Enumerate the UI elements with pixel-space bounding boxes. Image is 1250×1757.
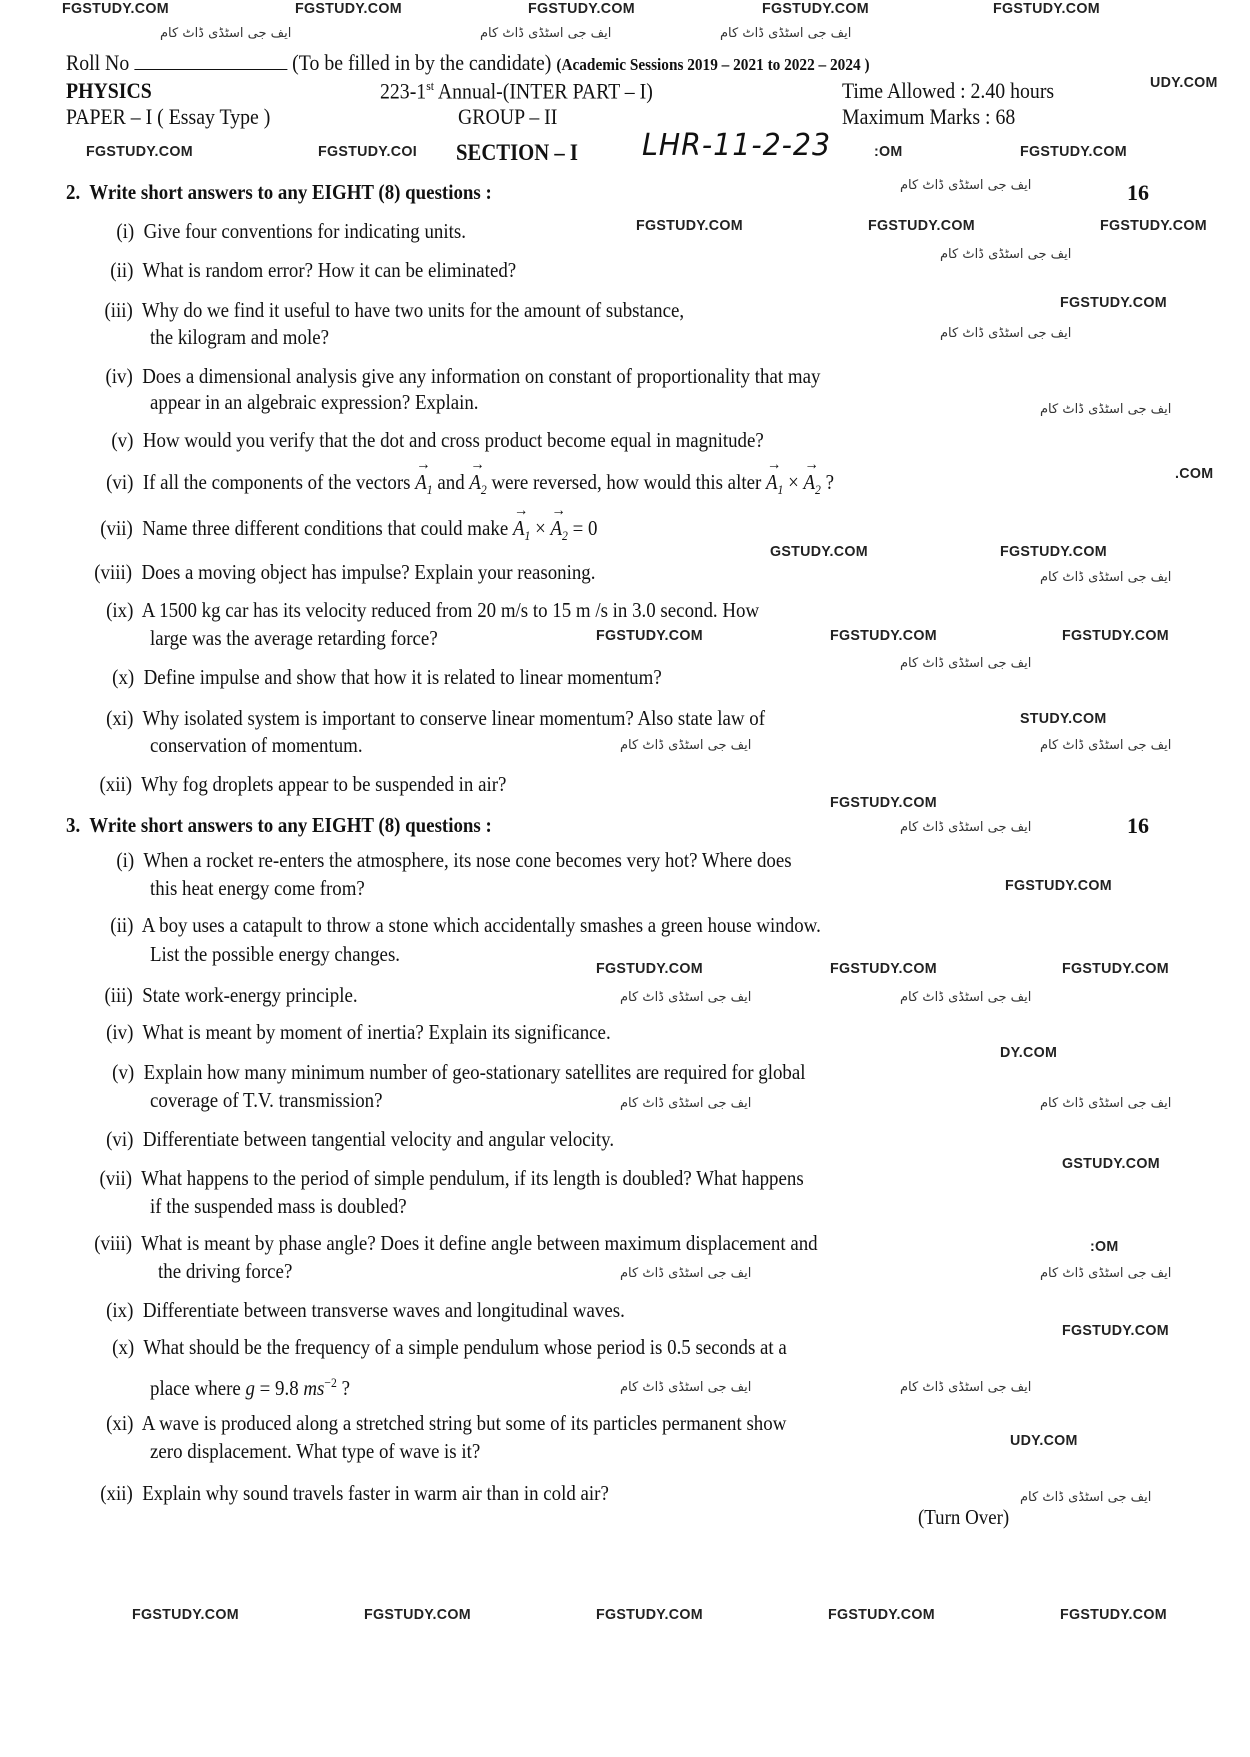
watermark: STUDY.COM xyxy=(1020,710,1107,727)
roll-no-field xyxy=(134,51,287,70)
subject-title: PHYSICS xyxy=(66,78,152,103)
watermark: FGSTUDY.COM xyxy=(1062,1322,1169,1339)
exam-name: 223-1st Annual-(INTER PART – I) xyxy=(380,78,653,104)
q2-item-1: (i) Give four conventions for indicating units. xyxy=(116,219,466,243)
watermark: FGSTUDY.COM xyxy=(1062,627,1169,644)
urdu-watermark: ایف جی اسٹڈی ڈاٹ کام xyxy=(940,326,1072,341)
vector-a2: → $A_2$ xyxy=(469,472,486,496)
watermark: GSTUDY.COM xyxy=(1062,1155,1160,1172)
q3-marks: 16 xyxy=(1127,813,1149,838)
q2-item-11: (xi) Why isolated system is important to conserve linear momentum? Also state law of xyxy=(106,706,766,730)
q2-heading: 2. Write short answers to any EIGHT (8) questions : xyxy=(66,180,492,204)
q3-item-2-cont: List the possible energy changes. xyxy=(150,942,401,966)
q3-item-7-cont: if the suspended mass is doubled? xyxy=(150,1194,407,1218)
urdu-watermark: ایف جی اسٹڈی ڈاٹ کام xyxy=(1040,402,1172,417)
q3-item-1-cont: this heat energy come from? xyxy=(150,876,365,900)
q2-item-10: (x) Define impulse and show that how it is related to linear momentum? xyxy=(112,665,662,689)
urdu-watermark: ایف جی اسٹڈی ڈاٹ کام xyxy=(720,26,852,41)
urdu-watermark: ایف جی اسٹڈی ڈاٹ کام xyxy=(1040,1096,1172,1111)
q2-item-3-cont: the kilogram and mole? xyxy=(150,325,329,349)
urdu-watermark: ایف جی اسٹڈی ڈاٹ کام xyxy=(900,1380,1032,1395)
roll-no-label: Roll No xyxy=(66,50,130,75)
watermark: GSTUDY.COM xyxy=(770,543,868,560)
q2-item-9-cont: large was the average retarding force? xyxy=(150,626,438,650)
time-allowed: Time Allowed : 2.40 hours xyxy=(842,78,1055,103)
watermark: FGSTUDY.COM xyxy=(596,960,703,977)
q3-item-6: (vi) Differentiate between tangential velocity and angular velocity. xyxy=(106,1127,615,1151)
watermark: FGSTUDY.COM xyxy=(132,1606,239,1623)
vector-a2: → $A_2$ xyxy=(803,472,820,496)
group: GROUP – II xyxy=(458,104,558,129)
urdu-watermark: ایف جی اسٹڈی ڈاٹ کام xyxy=(620,1096,752,1111)
q3-item-9: (ix) Differentiate between transverse waves and longitudinal waves. xyxy=(106,1298,625,1322)
watermark: FGSTUDY.COI xyxy=(318,143,417,160)
urdu-watermark: ایف جی اسٹڈی ڈاٹ کام xyxy=(900,656,1032,671)
handwritten-code: LHR-11-2-23 xyxy=(641,128,832,163)
urdu-watermark: ایف جی اسٹڈی ڈاٹ کام xyxy=(940,247,1072,262)
watermark: FGSTUDY.COM xyxy=(364,1606,471,1623)
q3-item-3: (iii) State work-energy principle. xyxy=(104,983,358,1007)
vector-a2: → $A_2$ xyxy=(550,518,567,542)
watermark: FGSTUDY.COM xyxy=(528,0,635,17)
watermark: FGSTUDY.COM xyxy=(1060,294,1167,311)
vector-a1: → $A_1$ xyxy=(415,472,432,496)
q2-item-6: (vi) If all the components of the vectors → $A_1$ and → $A_2$ were reversed, how would this alter → $A_1$ × → $A_2$ ? xyxy=(92,472,834,496)
q3-item-7: (vii) What happens to the period of simple pendulum, if its length is doubled? What happens xyxy=(99,1166,804,1190)
turn-over-note: (Turn Over) xyxy=(918,1505,1010,1529)
q2-item-5: (v) How would you verify that the dot and cross product become equal in magnitude? xyxy=(111,428,764,452)
vector-a1: → $A_1$ xyxy=(766,472,783,496)
urdu-watermark: ایف جی اسٹڈی ڈاٹ کام xyxy=(620,738,752,753)
q2-item-9: (ix) A 1500 kg car has its velocity reduced from 20 m/s to 15 m /s in 3.0 second. How xyxy=(106,598,760,622)
urdu-watermark: ایف جی اسٹڈی ڈاٹ کام xyxy=(1040,1266,1172,1281)
q3-heading: 3. Write short answers to any EIGHT (8) questions : xyxy=(66,813,492,837)
maximum-marks: Maximum Marks : 68 xyxy=(842,104,1016,129)
watermark: FGSTUDY.COM xyxy=(1062,960,1169,977)
watermark: FGSTUDY.COM xyxy=(596,627,703,644)
urdu-watermark: ایف جی اسٹڈی ڈاٹ کام xyxy=(160,26,292,41)
watermark: FGSTUDY.COM xyxy=(62,0,169,17)
q3-item-2: (ii) A boy uses a catapult to throw a stone which accidentally smashes a green house window. xyxy=(110,913,821,937)
q3-item-1: (i) When a rocket re-enters the atmosphere, its nose cone becomes very hot? Where does xyxy=(116,848,792,872)
q2-item-2: (ii) What is random error? How it can be eliminated? xyxy=(110,258,517,282)
fill-note: (To be filled in by the candidate) xyxy=(292,50,552,75)
q2-item-11-cont: conservation of momentum. xyxy=(150,733,363,757)
watermark: FGSTUDY.COM xyxy=(762,0,869,17)
watermark: FGSTUDY.COM xyxy=(596,1606,703,1623)
urdu-watermark: ایف جی اسٹڈی ڈاٹ کام xyxy=(620,990,752,1005)
q2-item-4-cont: appear in an algebraic expression? Explain. xyxy=(150,390,479,414)
q3-item-5-cont: coverage of T.V. transmission? xyxy=(150,1088,383,1112)
urdu-watermark: ایف جی اسٹڈی ڈاٹ کام xyxy=(1020,1490,1152,1505)
urdu-watermark: ایف جی اسٹڈی ڈاٹ کام xyxy=(480,26,612,41)
urdu-watermark: ایف جی اسٹڈی ڈاٹ کام xyxy=(900,820,1032,835)
academic-sessions: (Academic Sessions 2019 – 2021 to 2022 – 2024 ) xyxy=(556,55,870,74)
watermark: :OM xyxy=(874,143,903,160)
watermark: FGSTUDY.COM xyxy=(828,1606,935,1623)
watermark: FGSTUDY.COM xyxy=(830,794,937,811)
q3-item-5: (v) Explain how many minimum number of geo-stationary satellites are required for global xyxy=(112,1060,806,1084)
q3-item-10: (x) What should be the frequency of a simple pendulum whose period is 0.5 seconds at a xyxy=(112,1335,787,1359)
watermark: DY.COM xyxy=(1000,1044,1058,1061)
urdu-watermark: ایف جی اسٹڈی ڈاٹ کام xyxy=(620,1266,752,1281)
watermark: FGSTUDY.COM xyxy=(830,627,937,644)
watermark: UDY.COM xyxy=(1150,74,1218,91)
watermark: :OM xyxy=(1090,1238,1119,1255)
watermark: .COM xyxy=(1175,465,1214,482)
vector-a1: → $A_1$ xyxy=(513,518,530,542)
q2-item-8: (viii) Does a moving object has impulse? Explain your reasoning. xyxy=(94,560,596,584)
watermark: FGSTUDY.COM xyxy=(86,143,193,160)
watermark: FGSTUDY.COM xyxy=(636,217,743,234)
urdu-watermark: ایف جی اسٹڈی ڈاٹ کام xyxy=(1040,570,1172,585)
q3-item-8-cont: the driving force? xyxy=(158,1259,293,1283)
q3-item-4: (iv) What is meant by moment of inertia? Explain its significance. xyxy=(106,1020,611,1044)
q3-item-8: (viii) What is meant by phase angle? Does it define angle between maximum displacement and xyxy=(94,1231,818,1255)
watermark: FGSTUDY.COM xyxy=(1000,543,1107,560)
urdu-watermark: ایف جی اسٹڈی ڈاٹ کام xyxy=(1040,738,1172,753)
section-title: SECTION – I xyxy=(456,140,578,165)
watermark: FGSTUDY.COM xyxy=(868,217,975,234)
watermark: FGSTUDY.COM xyxy=(1005,877,1112,894)
urdu-watermark: ایف جی اسٹڈی ڈاٹ کام xyxy=(620,1380,752,1395)
paper-type: PAPER – I ( Essay Type ) xyxy=(66,104,271,129)
q3-item-11-cont: zero displacement. What type of wave is it? xyxy=(150,1439,481,1463)
header-line-1 xyxy=(66,50,870,76)
watermark: UDY.COM xyxy=(1010,1432,1078,1449)
urdu-watermark: ایف جی اسٹڈی ڈاٹ کام xyxy=(900,178,1032,193)
q2-item-3: (iii) Why do we find it useful to have two units for the amount of substance, xyxy=(104,298,685,322)
watermark: FGSTUDY.COM xyxy=(993,0,1100,17)
watermark: FGSTUDY.COM xyxy=(830,960,937,977)
q2-marks: 16 xyxy=(1127,180,1149,205)
watermark: FGSTUDY.COM xyxy=(295,0,402,17)
urdu-watermark: ایف جی اسٹڈی ڈاٹ کام xyxy=(900,990,1032,1005)
q3-item-10-cont: place where g = 9.8 $ms^{-2}$ ? xyxy=(150,1375,350,1400)
q2-item-7: (vii) Name three different conditions that could make → $A_1$ × → $A_2 = 0$ xyxy=(86,518,597,542)
watermark: FGSTUDY.COM xyxy=(1060,1606,1167,1623)
q3-item-12: (xii) Explain why sound travels faster in warm air than in cold air? xyxy=(100,1481,609,1505)
watermark: FGSTUDY.COM xyxy=(1020,143,1127,160)
q2-item-12: (xii) Why fog droplets appear to be suspended in air? xyxy=(99,772,507,796)
watermark: FGSTUDY.COM xyxy=(1100,217,1207,234)
q2-item-4: (iv) Does a dimensional analysis give any information on constant of proportionality that may xyxy=(105,364,821,388)
q3-item-11: (xi) A wave is produced along a stretched string but some of its particles permanent show xyxy=(106,1411,787,1435)
